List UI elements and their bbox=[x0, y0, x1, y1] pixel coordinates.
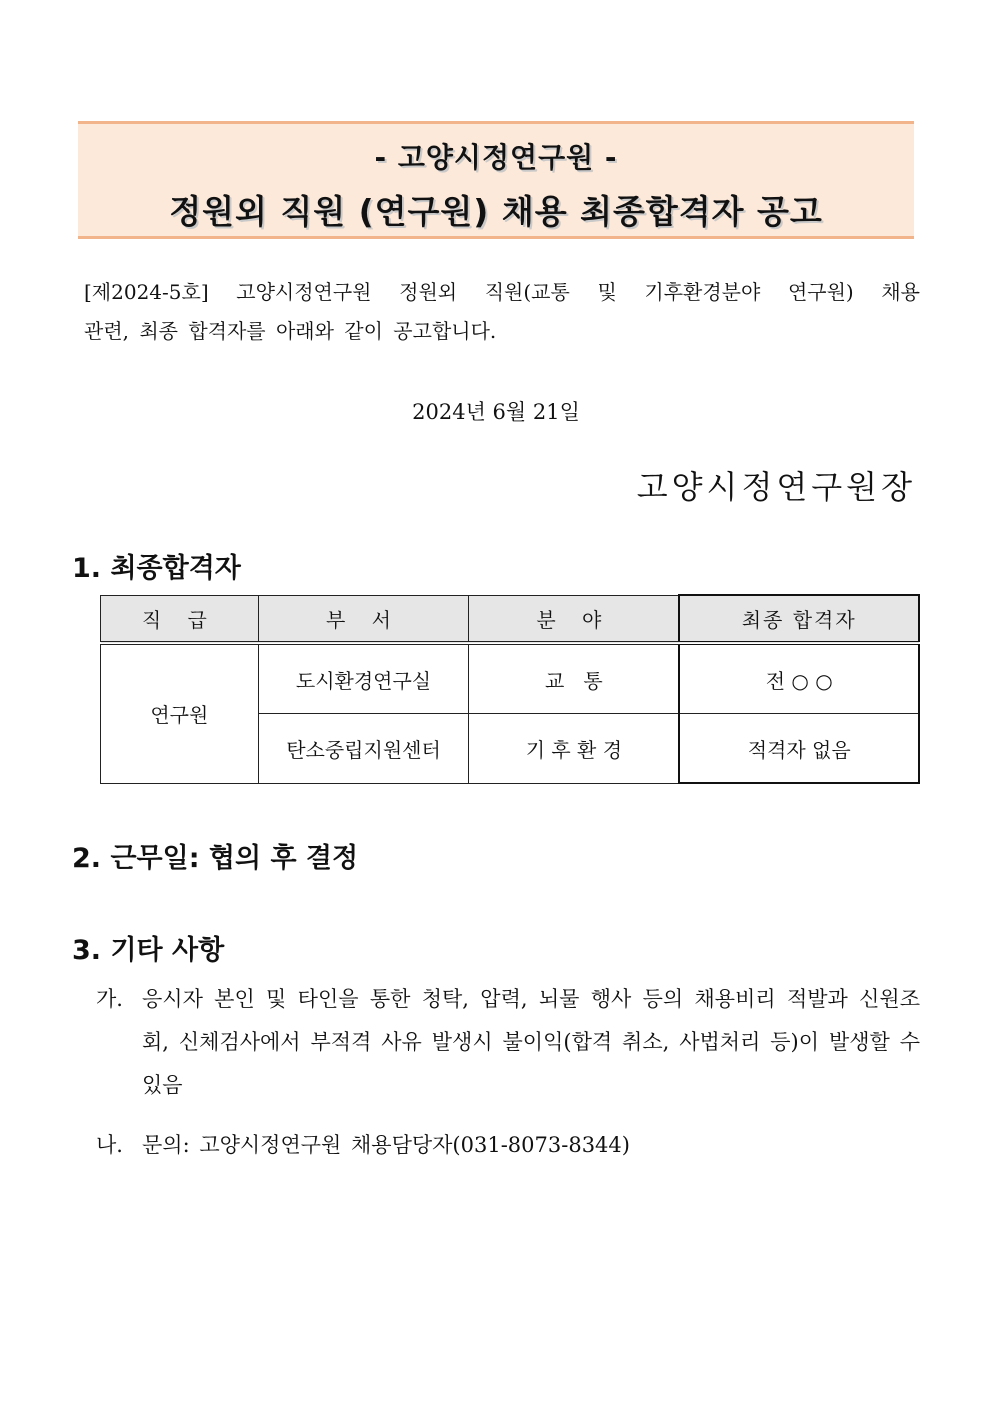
signer: 고양시정연구원장 bbox=[636, 468, 916, 506]
page-title: 정원외 직원 (연구원) 채용 최종합격자 공고 bbox=[169, 192, 823, 231]
intro-paragraph bbox=[84, 273, 920, 351]
cell-department: 탄소중립지원센터 bbox=[258, 714, 469, 784]
announcement-date: 2024년 6월 21일 bbox=[412, 400, 580, 424]
list-item bbox=[96, 978, 920, 1107]
cell-result: 적격자 없음 bbox=[679, 714, 919, 784]
title-banner bbox=[78, 121, 914, 239]
cell-result: 전 ○ ○ bbox=[679, 643, 919, 714]
list-item-text: 문의: 고양시정연구원 채용담당자(031-8073-8344) bbox=[142, 1133, 630, 1157]
cell-department: 도시환경연구실 bbox=[258, 643, 469, 714]
cell-field: 기 후 환 경 bbox=[469, 714, 680, 784]
header-rank: 직 급 bbox=[101, 595, 259, 643]
table-header-row bbox=[101, 595, 920, 643]
title-subtitle: - 고양시정연구원 - bbox=[374, 141, 618, 174]
intro-line-2: 관련, 최종 합격자를 아래와 같이 공고합니다. bbox=[84, 319, 497, 343]
section-1-title: 1. 최종합격자 bbox=[72, 553, 241, 584]
list-item-marker: 가. bbox=[96, 987, 123, 1011]
header-final-candidate: 최종 합격자 bbox=[679, 595, 919, 643]
section-3-title: 3. 기타 사항 bbox=[72, 935, 225, 966]
list-item-text: 응시자 본인 및 타인을 통한 청탁, 압력, 뇌물 행사 등의 채용비리 적발과 신원조회, 신체검사에서 부적격 사유 발생시 불이익(합격 취소, 사법처리 등)이 발생할 수 있음 bbox=[142, 987, 920, 1097]
intro-line-1: [제2024-5호] 고양시정연구원 정원외 직원(교통 및 기후환경분야 연구원) 채용 bbox=[84, 280, 920, 304]
header-department: 부 서 bbox=[258, 595, 469, 643]
section-2-title: 2. 근무일: 협의 후 결정 bbox=[72, 843, 359, 874]
list-item bbox=[96, 1124, 920, 1167]
list-item-marker: 나. bbox=[96, 1133, 123, 1157]
final-candidates-table bbox=[100, 594, 920, 784]
table-row bbox=[101, 643, 920, 714]
cell-position: 연구원 bbox=[101, 643, 259, 783]
header-field: 분 야 bbox=[469, 595, 680, 643]
cell-field: 교 통 bbox=[469, 643, 680, 714]
